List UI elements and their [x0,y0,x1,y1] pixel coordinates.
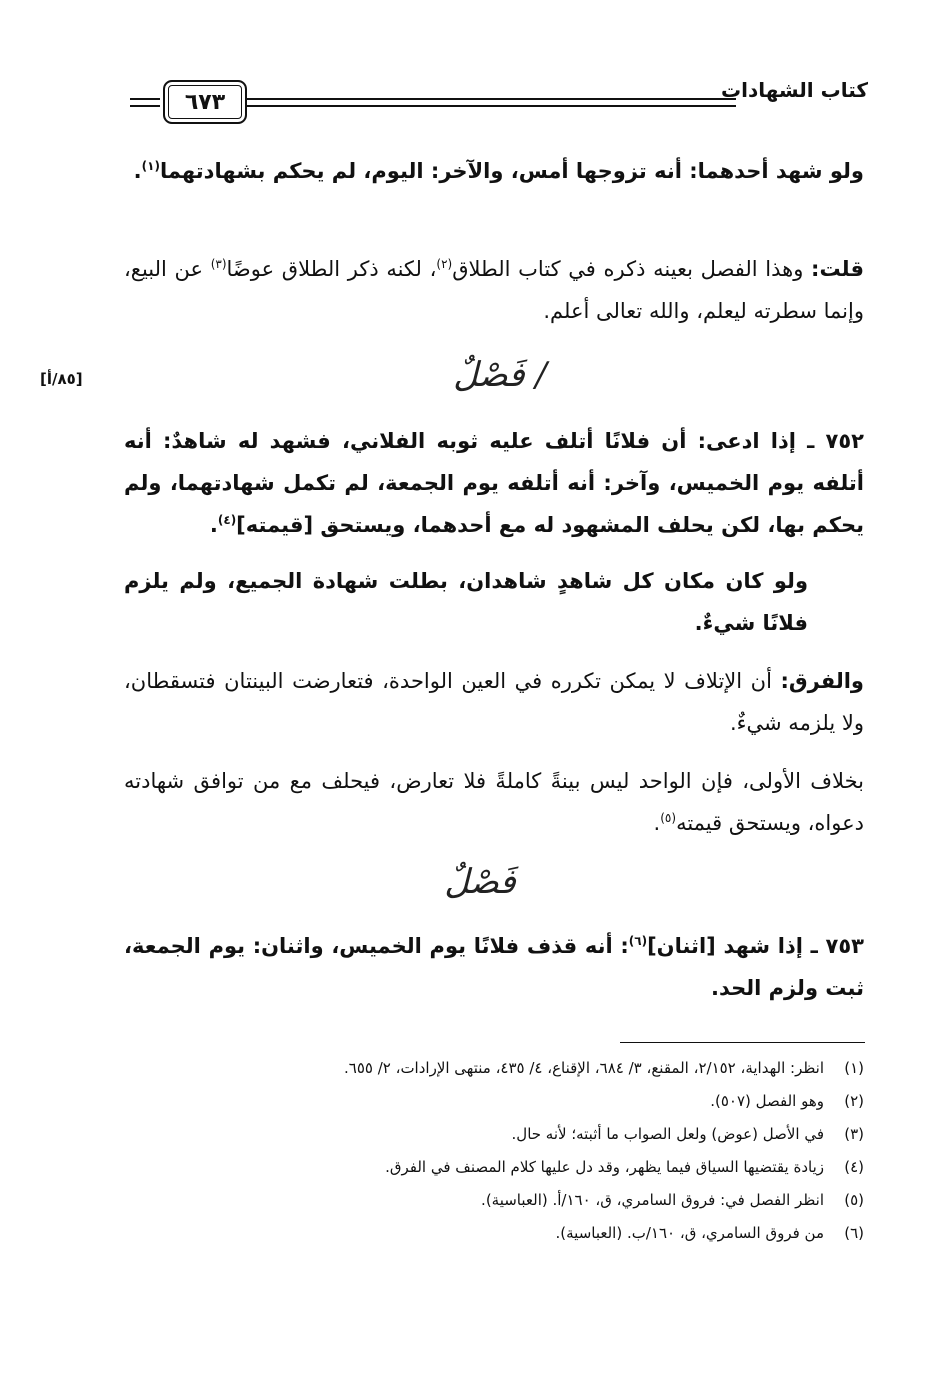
paragraph-1 [124,150,864,192]
footnote-number: (٣) [844,1125,864,1143]
paragraph-lead: قلت: [811,257,864,281]
paragraph-lead: والفرق: [780,669,864,693]
footnote [122,1054,864,1083]
footnote [122,1087,864,1116]
footnote [122,1219,864,1248]
footnote-number: (٦) [844,1224,864,1242]
section-heading: فَصْلٌ [444,862,516,902]
header-rule [246,98,736,100]
paragraph-4 [124,560,808,644]
paragraph-text: ، لكنه ذكر الطلاق عوضًا [226,257,437,281]
paragraph-753 [124,925,864,1009]
punctuation: . [133,159,142,183]
page-number-frame [163,80,247,124]
header-rule [130,105,160,107]
footnote-ref: (٣) [210,257,227,271]
punctuation: . [209,513,218,537]
footnote-text: من فروق السامري، ق، ١٦٠/ب. (العباسية). [555,1224,824,1242]
footnote-separator [620,1042,865,1043]
header-rule [130,98,160,100]
punctuation: . [653,811,661,835]
footnote-number: (٥) [844,1191,864,1209]
paragraph-752 [124,420,864,546]
paragraph-text: أن الإتلاف لا يمكن تكرره في العين الواحدة، فتعارضت البينتان فتسقطان، ولا يلزمه شيءٌ. [124,669,864,735]
paragraph-2 [124,248,864,332]
footnote [122,1120,864,1149]
running-title: كتاب الشهادات [720,78,868,102]
footnote-ref: (١) [141,159,160,173]
footnote-number: (٤) [844,1158,864,1176]
paragraph-text: ولو شهد أحدهما: أنه تزوجها أمس، والآخر: اليوم، لم يحكم بشهادتهما [159,159,864,183]
paragraph-text: ٧٥٢ ـ إذا ادعى: أن فلانًا أتلف عليه ثوبه الفلاني، فشهد له شاهدٌ: أنه أتلفه يوم الخميس، وآخر: أنه أتلفه يوم الجمعة، لم تكمل شهادتهما، ولم يحكم بها، لكن يحلف المشهود له مع أحدهما، ويستحق [قيمته] [124,429,864,537]
footnote-number: (١) [844,1059,864,1077]
footnote-ref: (٥) [660,811,677,825]
footnote-text: انظر الفصل في: فروق السامري، ق، ١٦٠/أ. (العباسية). [481,1191,824,1209]
footnote-text: انظر: الهداية، ٢/١٥٢، المقنع، ٣/ ٦٨٤، الإقناع، ٤/ ٤٣٥، منتهى الإرادات، ٢/ ٦٥٥. [343,1059,824,1077]
footnote-text: زيادة يقتضيها السياق فيما يظهر، وقد دل عليها كلام المصنف في الفرق. [385,1158,824,1176]
footnote-text: في الأصل (عوض) ولعل الصواب ما أثبته؛ لأنه حال. [511,1125,824,1143]
footnote-ref: (٤) [217,513,237,527]
footnote-ref: (٢) [436,257,453,271]
header-rule [246,105,736,107]
paragraph-text: ٧٥٣ ـ إذا شهد [اثنان] [647,934,864,958]
footnote-number: (٢) [844,1092,864,1110]
margin-reference: [٨٥/أ] [40,370,83,388]
paragraph-text: وهذا الفصل بعينه ذكره في كتاب الطلاق [452,257,812,281]
paragraph-5 [124,660,864,744]
footnote-ref: (٦) [628,934,648,948]
paragraph-text: ولو كان مكان كل شاهدٍ شاهدان، بطلت شهادة الجميع، ولم يلزم فلانًا شيءٌ. [124,569,808,635]
paragraph-text: عن البيع، وإنما سطرته ليعلم، والله تعالى أعلم. [124,257,864,323]
footnotes [122,1054,864,1252]
section-heading: / فَصْلٌ [453,355,547,395]
paragraph-6 [124,760,864,844]
paragraph-text: : أنه قذف فلانًا يوم الخميس، واثنان: يوم الجمعة، ثبت ولزم الحد. [124,934,864,1000]
page-number: ٦٧٣ [184,89,226,115]
footnote [122,1186,864,1215]
paragraph-text: بخلاف الأولى، فإن الواحد ليس بينةً كاملةً فلا تعارض، فيحلف مع من توافق شهادته دعواه، ويستحق قيمته [124,769,864,835]
footnote-text: وهو الفصل (٥٠٧). [710,1092,824,1110]
footnote [122,1153,864,1182]
